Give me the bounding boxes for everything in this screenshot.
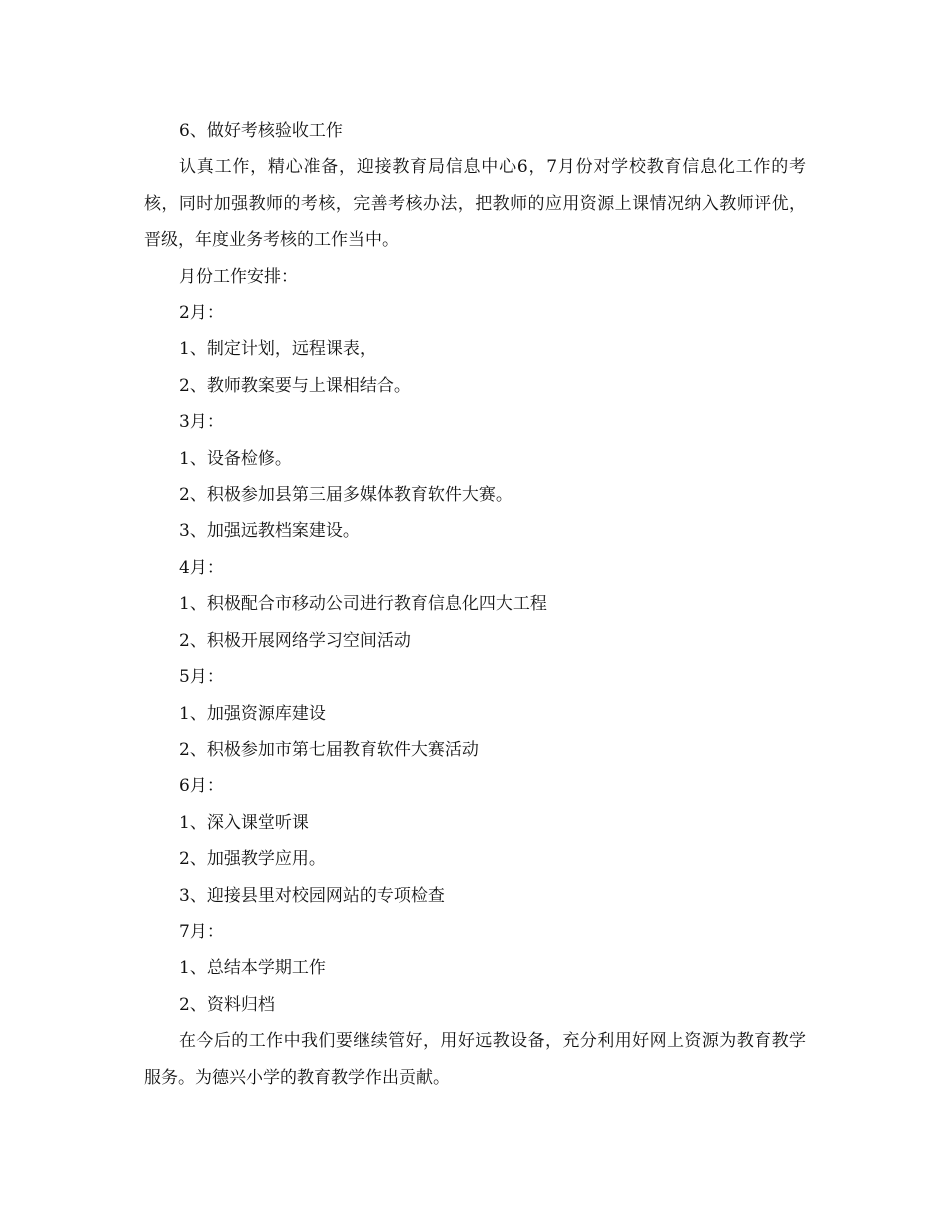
list-item: 1、制定计划，远程课表， — [179, 339, 377, 360]
month-heading: 4月： — [179, 557, 224, 578]
list-item: 3、迎接县里对校园网站的专项检查 — [179, 885, 445, 906]
closing-paragraph: 在今后的工作中我们要继续管好，用好远教设备，充分利用好网上资源为教育教学服务。为德兴小学的教育教学作出贡献。 — [144, 1031, 806, 1088]
list-item: 2、资料归档 — [179, 994, 275, 1015]
month-heading: 3月： — [179, 412, 224, 433]
list-item: 3、加强远教档案建设。 — [179, 521, 360, 542]
list-item: 2、加强教学应用。 — [179, 849, 326, 870]
list-item: 1、设备检修。 — [179, 448, 292, 469]
month-heading: 5月： — [179, 667, 224, 688]
list-item: 2、积极开展网络学习空间活动 — [179, 630, 411, 651]
list-item: 1、总结本学期工作 — [179, 958, 326, 979]
month-heading: 2月： — [179, 303, 224, 324]
month-heading: 6月： — [179, 776, 224, 797]
list-item: 1、深入课堂听课 — [179, 812, 309, 833]
document-body — [144, 113, 806, 1096]
list-item: 2、教师教案要与上课相结合。 — [179, 375, 411, 396]
list-item: 2、积极参加市第七届教育软件大赛活动 — [179, 739, 479, 760]
schedule-heading: 月份工作安排： — [179, 266, 298, 287]
list-item: 1、加强资源库建设 — [179, 703, 326, 724]
body-paragraph: 认真工作，精心准备，迎接教育局信息中心6，7月份对学校教育信息化工作的考核，同时加强教师的考核，完善考核办法，把教师的应用资源上课情况纳入教师评优，晋级，年度业务考核的工作当中。 — [144, 157, 806, 251]
section-heading: 6、做好考核验收工作 — [179, 121, 343, 141]
month-heading: 7月： — [179, 921, 224, 942]
list-item: 2、积极参加县第三届多媒体教育软件大赛。 — [179, 485, 513, 506]
list-item: 1、积极配合市移动公司进行教育信息化四大工程 — [179, 594, 547, 615]
